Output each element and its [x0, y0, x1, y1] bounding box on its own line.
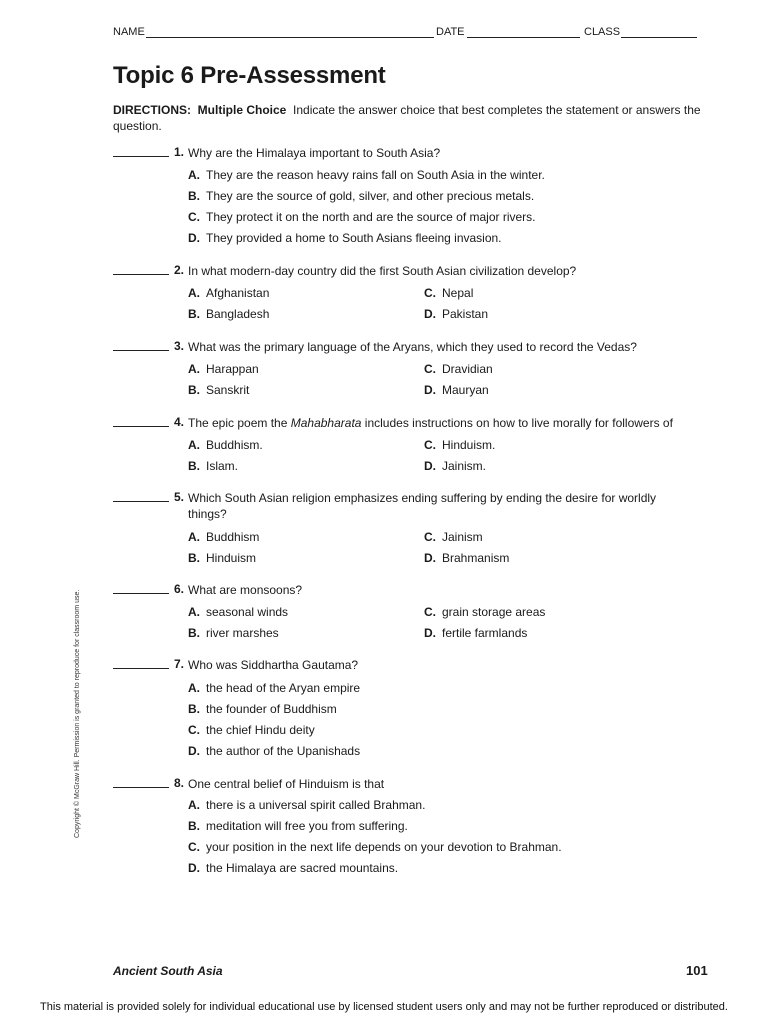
directions-type: Multiple Choice — [197, 103, 287, 117]
option-text: Brahmanism — [442, 551, 510, 565]
option-letter: B. — [188, 307, 200, 321]
option-a — [188, 438, 263, 452]
option-letter: A. — [188, 798, 200, 812]
question-number: 4. — [173, 415, 184, 429]
option-a — [188, 286, 269, 300]
option-a — [188, 681, 360, 695]
answer-blank[interactable] — [113, 426, 169, 427]
option-letter: B. — [188, 702, 200, 716]
option-d — [424, 459, 486, 473]
question-number: 5. — [173, 490, 184, 504]
stem-italic-title: Mahabharata — [290, 416, 362, 430]
option-letter: D. — [424, 459, 436, 473]
option-b — [188, 383, 249, 397]
option-a — [188, 530, 259, 544]
option-text: Sanskrit — [206, 383, 250, 397]
option-letter: C. — [188, 840, 200, 854]
class-line[interactable] — [621, 37, 697, 38]
option-letter: A. — [188, 168, 200, 182]
option-letter: B. — [188, 383, 200, 397]
directions — [113, 102, 703, 134]
copyright-side-note: Copyright © McGraw Hill. Permission is granted to reproduce for classroom use. — [74, 589, 81, 838]
option-letter: B. — [188, 626, 200, 640]
question-number: 2. — [173, 263, 184, 277]
option-c — [424, 286, 473, 300]
option-c — [188, 723, 315, 737]
option-d — [188, 744, 360, 758]
date-line[interactable] — [467, 37, 580, 38]
option-text: the head of the Aryan empire — [206, 681, 361, 695]
option-letter: C. — [188, 723, 200, 737]
option-text: river marshes — [206, 626, 279, 640]
option-text: meditation will free you from suffering. — [206, 819, 408, 833]
option-text: fertile farmlands — [442, 626, 528, 640]
option-letter: B. — [188, 551, 200, 565]
option-text: your position in the next life depends on your devotion to Brahman. — [206, 840, 562, 854]
date-label: DATE — [436, 26, 465, 38]
option-c — [424, 438, 495, 452]
option-letter: A. — [188, 605, 200, 619]
answer-blank[interactable] — [113, 501, 169, 502]
option-letter: C. — [424, 286, 436, 300]
name-line[interactable] — [146, 37, 434, 38]
answer-blank[interactable] — [113, 787, 169, 788]
option-letter: B. — [188, 459, 200, 473]
option-text: Buddhism. — [206, 438, 263, 452]
option-text: there is a universal spirit called Brahman. — [206, 798, 426, 812]
option-text: the Himalaya are sacred mountains. — [206, 861, 399, 875]
option-letter: B. — [188, 189, 200, 203]
option-text: They are the reason heavy rains fall on South Asia in the winter. — [206, 168, 545, 182]
option-text: Hinduism — [206, 551, 257, 565]
option-letter: D. — [188, 231, 200, 245]
option-text: Dravidian — [442, 362, 493, 376]
option-text: They protect it on the north and are the source of major rivers. — [206, 210, 536, 224]
option-text: Jainism — [442, 530, 483, 544]
option-text: Buddhism — [206, 530, 260, 544]
option-d — [424, 551, 509, 565]
answer-blank[interactable] — [113, 593, 169, 594]
option-c — [424, 362, 493, 376]
option-text: grain storage areas — [442, 605, 546, 619]
option-c — [188, 210, 536, 224]
option-letter: B. — [188, 819, 200, 833]
question-stem — [188, 415, 708, 431]
answer-blank[interactable] — [113, 350, 169, 351]
option-letter: D. — [424, 307, 436, 321]
option-letter: D. — [188, 861, 200, 875]
option-b — [188, 307, 269, 321]
option-letter: C. — [424, 438, 436, 452]
option-d — [188, 861, 398, 875]
question-stem: What are monsoons? — [188, 583, 303, 597]
option-text: They provided a home to South Asians fleeing invasion. — [206, 231, 502, 245]
option-c — [188, 840, 562, 854]
question-stem: Which South Asian religion emphasizes ending suffering by ending the desire for worldly things? — [188, 491, 657, 521]
option-a — [188, 605, 288, 619]
question-number: 1. — [173, 145, 184, 159]
option-a — [188, 168, 545, 182]
option-d — [424, 307, 488, 321]
option-text: the founder of Buddhism — [206, 702, 337, 716]
question-number: 7. — [173, 657, 184, 671]
option-letter: A. — [188, 438, 200, 452]
option-b — [188, 551, 256, 565]
question-stem: One central belief of Hinduism is that — [188, 777, 385, 791]
option-letter: A. — [188, 286, 200, 300]
option-text: seasonal winds — [206, 605, 289, 619]
answer-blank[interactable] — [113, 156, 169, 157]
option-text: Hinduism. — [442, 438, 496, 452]
option-d — [424, 383, 489, 397]
option-text: They are the source of gold, silver, and other precious metals. — [206, 189, 535, 203]
footer-title: Ancient South Asia — [113, 964, 223, 978]
class-label: CLASS — [584, 26, 621, 38]
page-number: 101 — [686, 963, 708, 978]
question-number: 3. — [173, 339, 184, 353]
usage-disclaimer: This material is provided solely for individual educational use by licensed student users only and may not be further reproduced or distributed. — [40, 1001, 728, 1013]
option-d — [424, 626, 527, 640]
option-c — [424, 605, 545, 619]
stem-text: includes instructions on how to live morally for followers of — [361, 416, 673, 430]
page-title: Topic 6 Pre-Assessment — [113, 62, 386, 89]
option-text: the chief Hindu deity — [206, 723, 315, 737]
option-text: Jainism. — [442, 459, 487, 473]
option-letter: C. — [424, 530, 436, 544]
stem-text: The epic poem the — [188, 416, 291, 430]
option-a — [188, 362, 259, 376]
name-label: NAME — [113, 26, 145, 38]
option-letter: D. — [424, 551, 436, 565]
option-letter: D. — [424, 383, 436, 397]
option-text: Islam. — [206, 459, 239, 473]
option-text: Pakistan — [442, 307, 489, 321]
option-b — [188, 189, 534, 203]
option-b — [188, 819, 408, 833]
option-letter: C. — [424, 362, 436, 376]
question-stem: In what modern-day country did the first South Asian civilization develop? — [188, 264, 577, 278]
option-letter: A. — [188, 362, 200, 376]
option-b — [188, 626, 279, 640]
option-letter: A. — [188, 681, 200, 695]
option-b — [188, 702, 337, 716]
option-text: the author of the Upanishads — [206, 744, 361, 758]
directions-lead: DIRECTIONS: — [113, 103, 191, 117]
option-c — [424, 530, 483, 544]
answer-blank[interactable] — [113, 274, 169, 275]
option-text: Nepal — [442, 286, 474, 300]
option-letter: D. — [424, 626, 436, 640]
option-a — [188, 798, 425, 812]
question-stem: Who was Siddhartha Gautama? — [188, 658, 359, 672]
directions-text: Indicate the answer choice that best completes the statement or answers the question. — [113, 103, 701, 133]
option-letter: A. — [188, 530, 200, 544]
option-text: Afghanistan — [206, 286, 270, 300]
question-stem: What was the primary language of the Aryans, which they used to record the Vedas? — [188, 340, 637, 354]
option-text: Harappan — [206, 362, 259, 376]
option-d — [188, 231, 502, 245]
answer-blank[interactable] — [113, 668, 169, 669]
option-b — [188, 459, 238, 473]
option-letter: D. — [188, 744, 200, 758]
option-text: Mauryan — [442, 383, 489, 397]
option-letter: C. — [188, 210, 200, 224]
question-stem: Why are the Himalaya important to South Asia? — [188, 146, 441, 160]
option-letter: C. — [424, 605, 436, 619]
option-text: Bangladesh — [206, 307, 270, 321]
question-number: 8. — [173, 776, 184, 790]
question-number: 6. — [173, 582, 184, 596]
